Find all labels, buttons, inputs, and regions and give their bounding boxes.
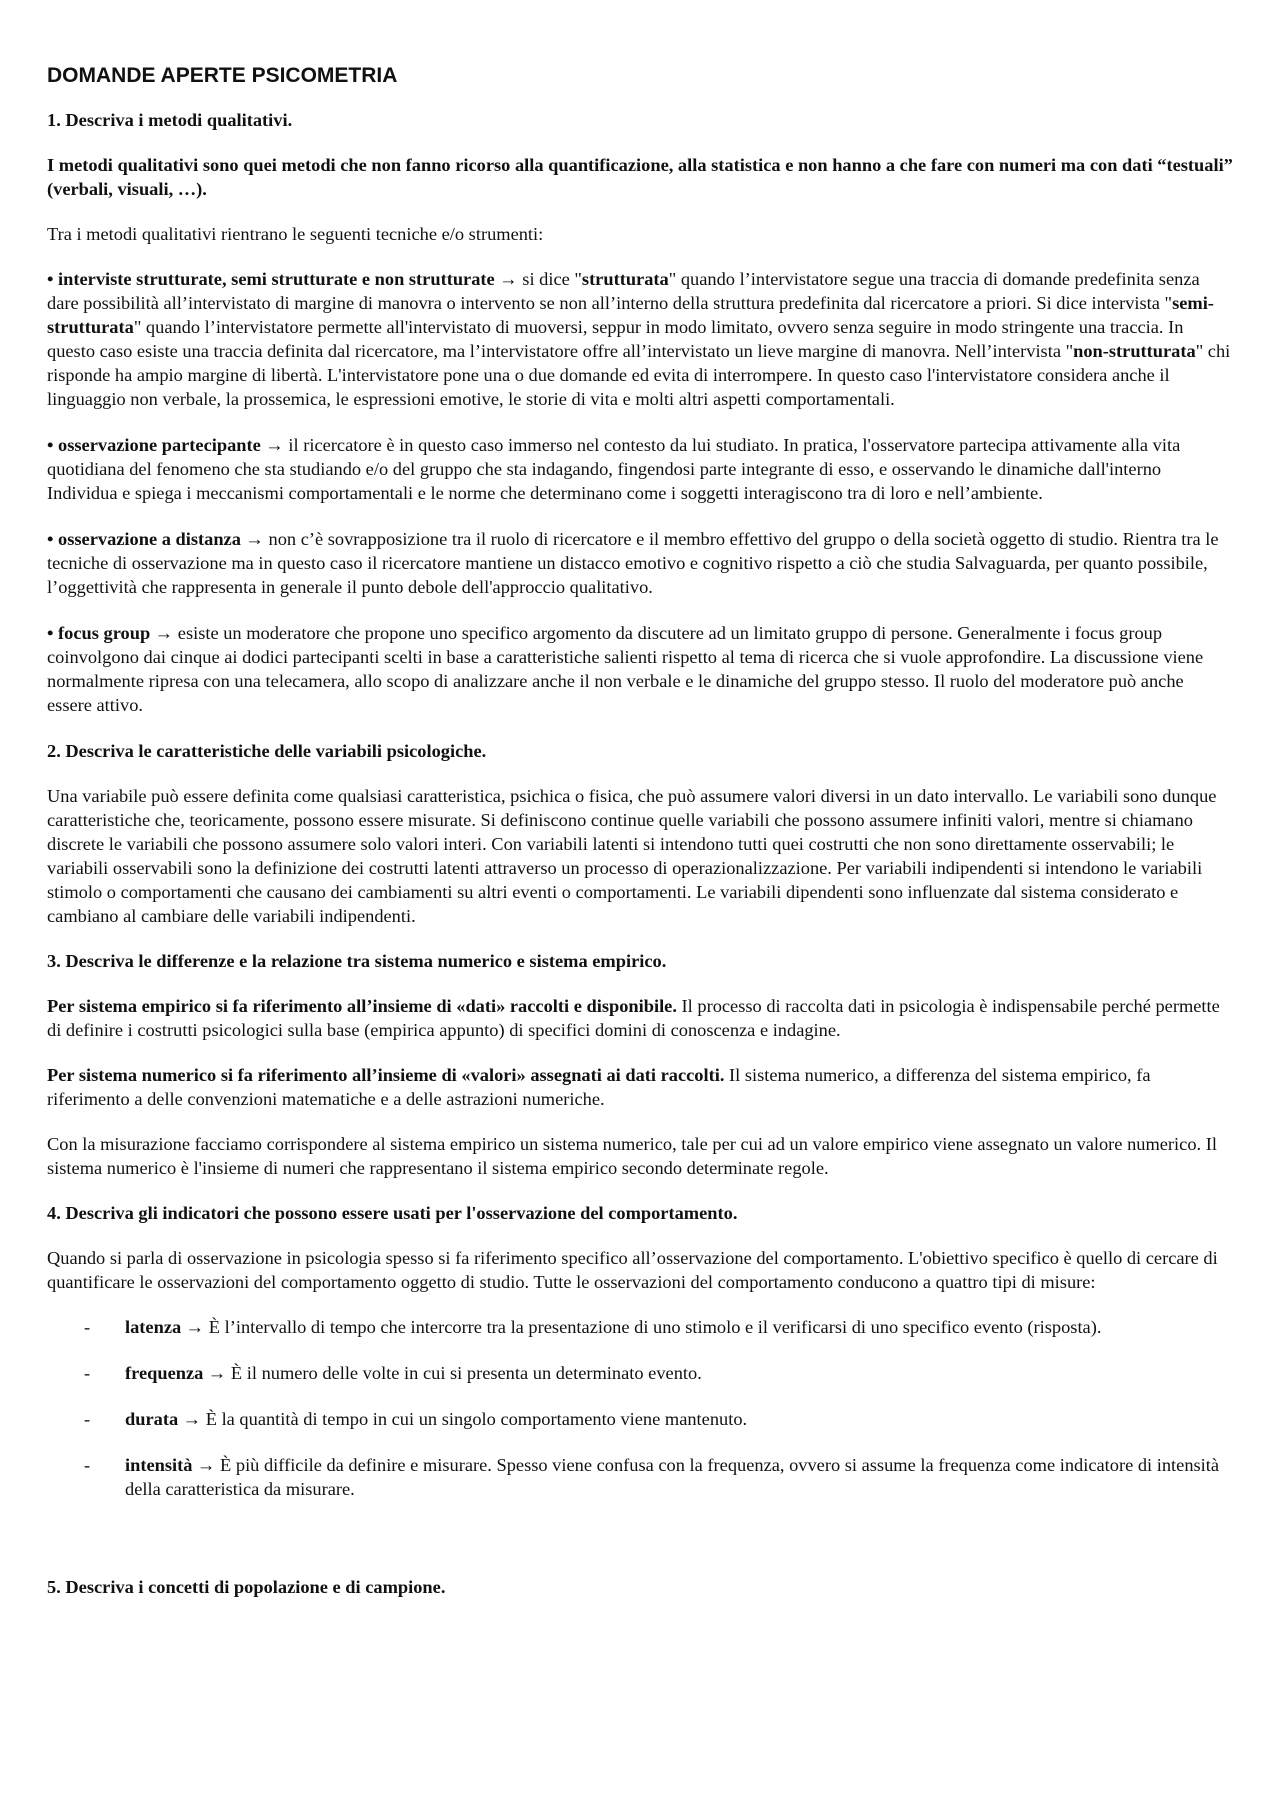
q1-intro: I metodi qualitativi sono quei metodi che non fanno ricorso alla quantificazione, alla statistica e non hanno a che fare con numeri ma con dati “testuali” (verbali, visuali, …). xyxy=(47,155,1233,199)
q3-p2-text: Il sistema numerico, a differenza del sistema empirico, fa riferimento a delle convenzioni matematiche e a delle astrazioni numeriche. xyxy=(47,1065,1151,1109)
arrow-icon: → xyxy=(178,1409,206,1429)
list-item xyxy=(47,1315,1233,1339)
list-item xyxy=(47,1361,1233,1385)
question-4-heading: 4. Descriva gli indicatori che possono essere usati per l'osservazione del comportamento. xyxy=(47,1203,738,1223)
item-text: non c’è sovrapposizione tra il ruolo di ricercatore e il membro effettivo del gruppo o della società oggetto di studio. Rientra tra le tecniche di osservazione ma in questo caso il ricercatore mantiene un distacco emotivo e cognitivo rispetto a ciò che studia Salvaguarda, per quanto possibile, l’oggettività che rappresenta in generale il punto debole dell'approccio qualitativo. xyxy=(47,529,1219,597)
item-label: • focus group xyxy=(47,623,151,643)
q2-text: Una variabile può essere definita come qualsiasi caratteristica, psichica o fisica, che può assumere valori diversi in un dato intervallo. Le variabili sono dunque caratteristiche che, teoricamente, possono essere misurate. Si definiscono continue quelle variabili che possono assumere infiniti valori, mentre si chiamano discrete le variabili che possono assumere solo valori interi. Con variabili latenti si intendono tutti quei costrutti che non sono direttamente osservabili; le variabili osservabili sono la definizione dei costrutti latenti attraverso un processo di operazionalizzazione. Per variabili indipendenti si intendono le variabili stimolo o comportamenti che causano dei cambiamenti su altri eventi o comportamenti. Le variabili dipendenti sono influenzate dal sistema considerato e cambiano al cambiare delle variabili indipendenti. xyxy=(47,786,1217,926)
measure-text: È la quantità di tempo in cui un singolo comportamento viene mantenuto. xyxy=(205,1409,748,1429)
item-text: " chi risponde ha ampio margine di libertà. L'intervistatore pone una o due domande ed evita di interrompere. In questo caso l'intervistatore considera anche il linguaggio non verbale, la prossemica, le espressioni emotive, le storie di vita e molti altri aspetti comportamentali. xyxy=(47,341,1231,409)
term-non-strutturata: non-strutturata xyxy=(1073,341,1196,361)
arrow-icon: → xyxy=(494,269,523,289)
question-3-heading: 3. Descriva le differenze e la relazione tra sistema numerico e sistema empirico. xyxy=(47,951,667,971)
measure-text: È l’intervallo di tempo che intercorre tra la presentazione di uno stimolo e il verificarsi di uno specifico evento (risposta). xyxy=(208,1317,1102,1337)
measure-term: frequenza xyxy=(125,1363,204,1383)
arrow-icon: → xyxy=(192,1455,221,1475)
q3-paragraph-2 xyxy=(47,1063,1233,1111)
measure-term: durata xyxy=(125,1409,179,1429)
q1-lead: Tra i metodi qualitativi rientrano le seguenti tecniche e/o strumenti: xyxy=(47,224,544,244)
arrow-icon: → xyxy=(181,1317,209,1337)
term-strutturata: strutturata xyxy=(581,269,669,289)
item-text: il ricercatore è in questo caso immerso nel contesto da lui studiato. In pratica, l'osservatore partecipa attivamente alla vita quotidiana del fenomeno che sta studiando e/o del gruppo che sta indagando, fingendosi parte integrante di esso, e osservando le dinamiche dall'interno Individua e spiega i meccanismi comportamentali e le norme che determinano come i soggetti interagiscono tra di loro e nell’ambiente. xyxy=(47,435,1181,503)
q3-p1-bold: Per sistema empirico si fa riferimento all’insieme di «dati» raccolti e disponibile. xyxy=(47,996,677,1016)
q4-intro: Quando si parla di osservazione in psicologia spesso si fa riferimento specifico all’osservazione del comportamento. L'obiettivo specifico è quello di cercare di quantificare le osservazioni del comportamento oggetto di studio. Tutte le osservazioni del comportamento conducono a quattro tipi di misure: xyxy=(47,1248,1218,1292)
item-label: • osservazione partecipante xyxy=(47,435,261,455)
question-5-heading: 5. Descriva i concetti di popolazione e di campione. xyxy=(47,1577,446,1597)
measure-text: È più difficile da definire e misurare. Spesso viene confusa con la frequenza, ovvero si assume la frequenza come indicatore di intensità della caratteristica da misurare. xyxy=(125,1455,1220,1499)
term-semi-strutturata: semi-strutturata xyxy=(47,293,1214,337)
item-interviste-label: • interviste strutturate, semi strutturate e non strutturate xyxy=(47,269,495,289)
arrow-icon: → xyxy=(260,435,289,455)
item-text: esiste un moderatore che propone uno specifico argomento da discutere ad un limitato gruppo di persone. Generalmente i focus group coinvolgono dai cinque ai dodici partecipanti scelti in base a caratteristiche salienti rispetto al tema di ricerca che si vuole approfondire. La discussione viene normalmente ripresa con una telecamera, allo scopo di analizzare anche il non verbale e le dinamiche del gruppo stesso. Il ruolo del moderatore può anche essere attivo. xyxy=(47,623,1204,715)
list-item xyxy=(47,1453,1233,1501)
q3-p1-text: Il processo di raccolta dati in psicologia è indispensabile perché permette di definire i costrutti psicologici sulla base (empirica appunto) di specifici domini di conoscenza e indagine. xyxy=(47,996,1220,1040)
item-osservazione-distanza xyxy=(47,527,1233,599)
q3-paragraph-3: Con la misurazione facciamo corrispondere al sistema empirico un sistema numerico, tale per cui ad un valore empirico viene assegnato un valore numerico. Il sistema numerico è l'insieme di numeri che rappresentano il sistema empirico secondo determinate regole. xyxy=(47,1134,1217,1178)
measure-text: È il numero delle volte in cui si presenta un determinato evento. xyxy=(230,1363,702,1383)
measures-list xyxy=(47,1315,1233,1501)
dash-bullet: - xyxy=(84,1409,91,1429)
item-label: • osservazione a distanza xyxy=(47,529,241,549)
q3-paragraph-1 xyxy=(47,994,1233,1042)
dash-bullet: - xyxy=(84,1455,91,1475)
item-text: " quando l’intervistatore permette all'intervistato di muoversi, seppur in modo limitato, ovvero senza seguire in modo stringente una traccia. In questo caso esiste una traccia definita dal ricercatore, ma l’intervistatore offre all’intervistato un lieve margine di manovra. Nell’intervista " xyxy=(47,317,1184,361)
dash-bullet: - xyxy=(84,1317,91,1337)
question-1-heading: 1. Descriva i metodi qualitativi. xyxy=(47,110,293,130)
spacer xyxy=(47,1523,1233,1575)
measure-term: latenza xyxy=(125,1317,182,1337)
arrow-icon: → xyxy=(240,529,269,549)
item-osservazione-partecipante xyxy=(47,433,1233,505)
dash-bullet: - xyxy=(84,1363,91,1383)
arrow-icon: → xyxy=(203,1363,231,1383)
arrow-icon: → xyxy=(150,623,178,643)
list-item xyxy=(47,1407,1233,1431)
item-text: " quando l’intervistatore segue una traccia di domande predefinita senza dare possibilità all’intervistato di margine di manovra o intervento se non all’interno della struttura predefinita dal ricercatore a priori. Si dice intervista " xyxy=(47,269,1200,313)
item-focus-group xyxy=(47,621,1233,717)
item-text: si dice " xyxy=(522,269,582,289)
document-title: DOMANDE APERTE PSICOMETRIA xyxy=(47,64,398,87)
item-interviste xyxy=(47,267,1233,411)
q3-p2-bold: Per sistema numerico si fa riferimento all’insieme di «valori» assegnati ai dati raccolti. xyxy=(47,1065,725,1085)
question-2-heading: 2. Descriva le caratteristiche delle variabili psicologiche. xyxy=(47,741,487,761)
measure-term: intensità xyxy=(125,1455,193,1475)
